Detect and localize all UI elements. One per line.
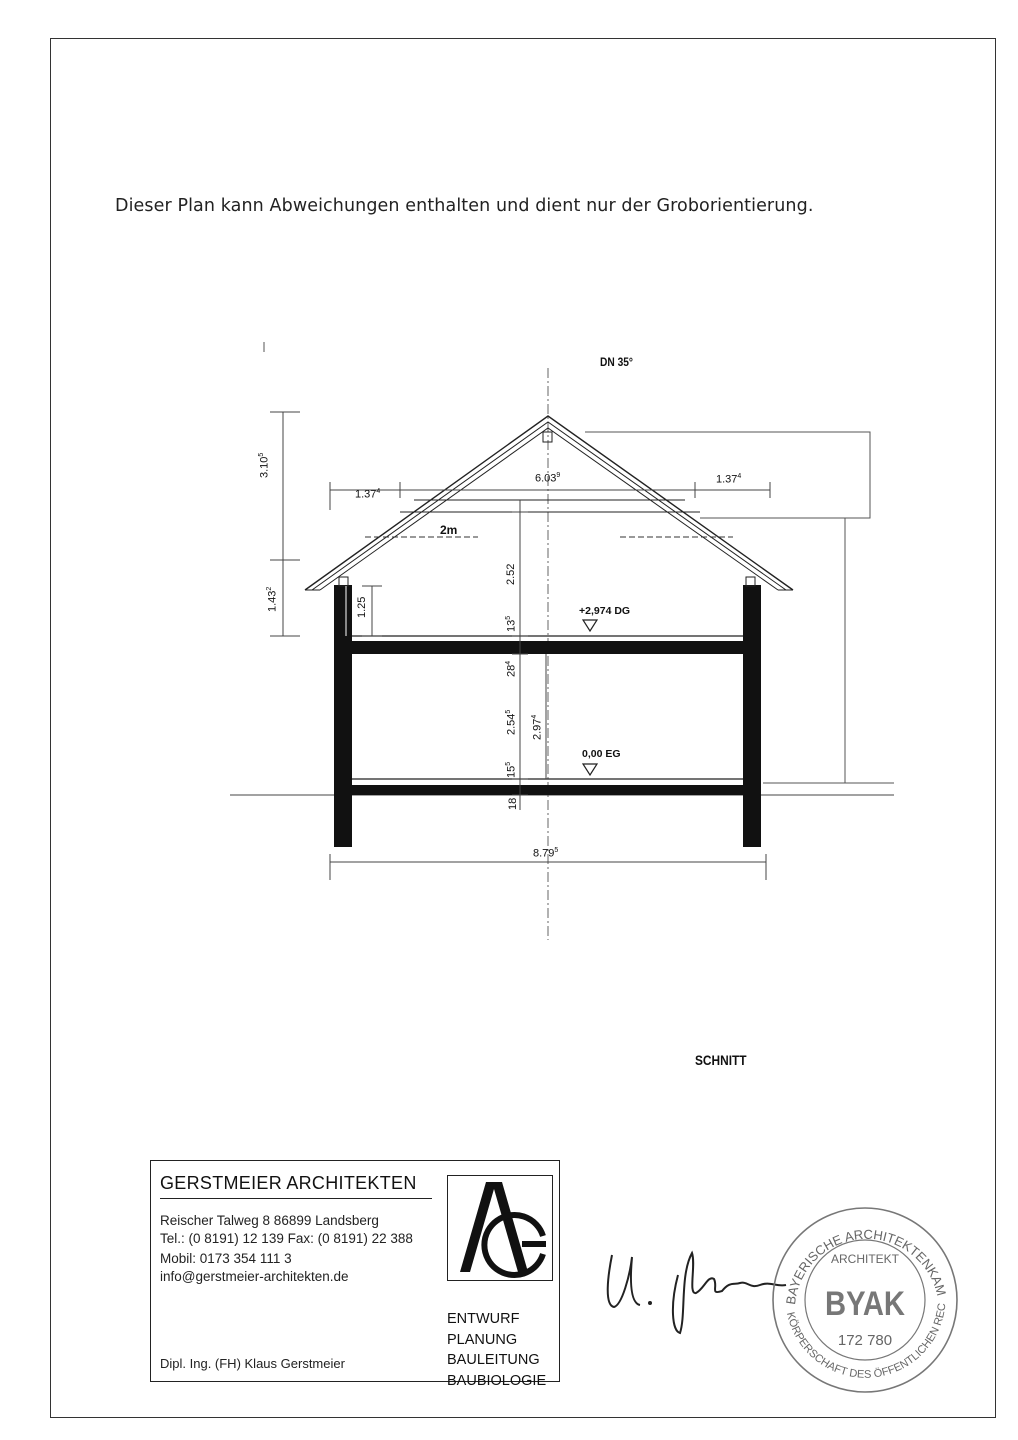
left-overhang-dim: 1.37$^4$ (355, 488, 381, 501)
mobile-line: Mobil: 0173 354 111 3 (160, 1251, 292, 1266)
dg-floor-dim: $13^5$ (505, 615, 518, 632)
slab-dim: $28^4$ (505, 660, 518, 677)
eg-clear-dim: 2.54$^5$ (505, 709, 518, 735)
stamp-outer-top: BAYERISCHE ARCHITEKTENKAM (782, 1226, 950, 1306)
roof (305, 416, 793, 590)
email-line: info@gerstmeier-architekten.de (160, 1269, 349, 1284)
knee-wall-dim: 1.25 (356, 596, 368, 618)
eg-floor-dim: $15^5$ (505, 761, 518, 778)
eg-level-label: 0,00 EG (582, 748, 621, 760)
eg-level-marker (583, 764, 597, 775)
section-label: SCHNITT (695, 1052, 747, 1068)
storey-dim: 2.97$^4$ (531, 714, 544, 740)
service-item: PLANUNG (447, 1331, 518, 1348)
roof-height-dim: 3.10$^5$ (258, 452, 271, 478)
owner-name: Dipl. Ing. (FH) Klaus Gerstmeier (160, 1356, 345, 1371)
neighbour-outline (585, 432, 870, 518)
knee-total-dim: 1.43$^2$ (266, 586, 279, 612)
dg-level-label: +2,974 DG (579, 605, 631, 617)
base-slab-dim: 18 (507, 797, 519, 810)
service-item: BAUBIOLOGIE (447, 1372, 547, 1389)
stamp-title: ARCHITEKT (830, 1252, 900, 1266)
dg-level-marker (583, 620, 597, 631)
attic-clear-dim: 2.52 (505, 563, 517, 585)
stamp-number: 172 780 (837, 1332, 893, 1349)
firm-underline (160, 1198, 432, 1199)
total-width-dim: 8.79$^5$ (533, 847, 559, 860)
disclaimer-text: Dieser Plan kann Abweichungen enthalten und dient nur der Groborientierung. (115, 196, 814, 216)
stamp-outer-bottom: KÖRPERSCHAFT DES ÖFFENTLICHEN REC (783, 1302, 949, 1381)
firm-logo (447, 1175, 553, 1281)
roof-pitch-label: DN 35° (600, 355, 633, 369)
services-list (447, 1309, 546, 1391)
right-overhang-dim: 1.37$^4$ (716, 473, 742, 486)
stamp-emblem: BYAK (825, 1285, 906, 1323)
architect-stamp (765, 1195, 965, 1400)
ridge-width-dim: 6.03$^9$ (535, 472, 561, 485)
firm-name: GERSTMEIER ARCHITEKTEN (160, 1173, 417, 1193)
two-m-label: 2m (440, 523, 458, 537)
signature (600, 1235, 790, 1340)
service-item: ENTWURF (447, 1311, 520, 1327)
phone-fax-line: Tel.: (0 8191) 12 139 Fax: (0 8191) 22 388 (160, 1231, 413, 1246)
title-block (150, 1160, 560, 1389)
service-item: BAULEITUNG (447, 1352, 540, 1368)
address-line: Reischer Talweg 8 86899 Landsberg (160, 1213, 379, 1228)
